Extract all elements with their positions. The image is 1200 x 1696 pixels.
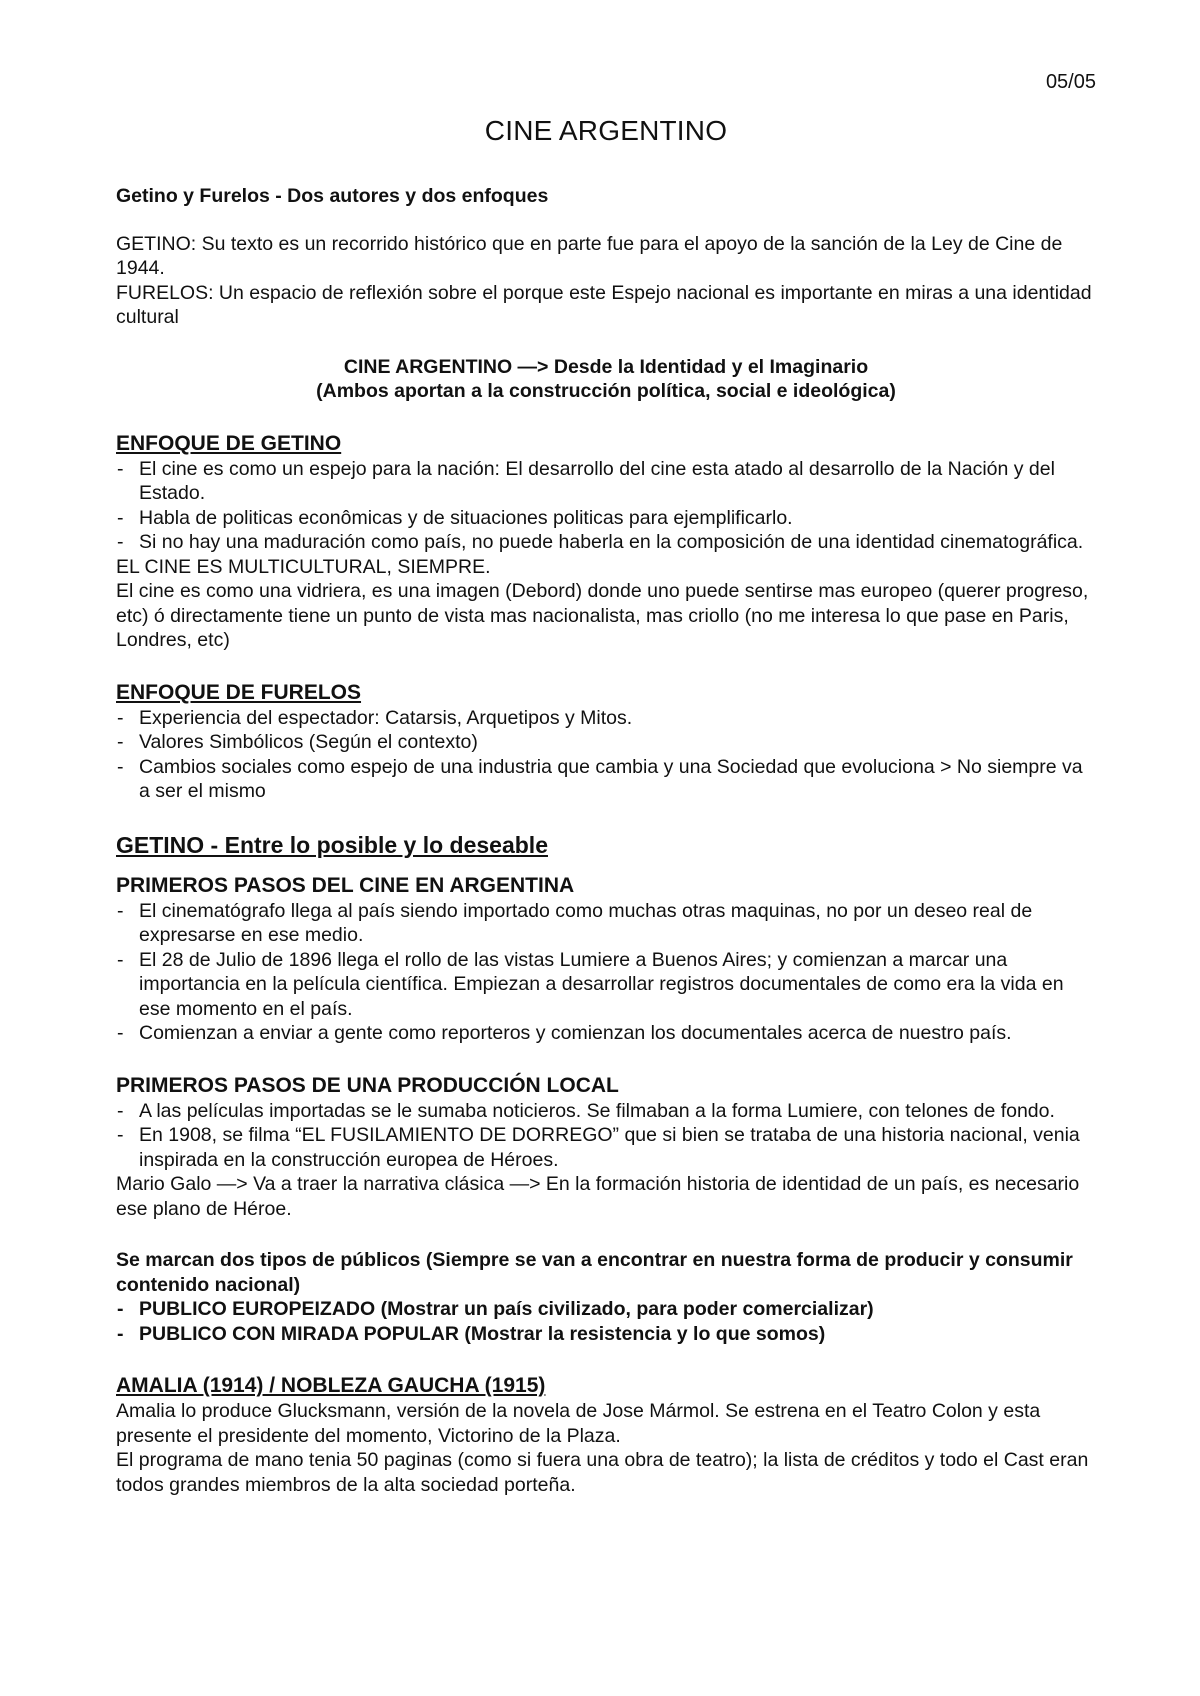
publicos-list [116,1297,1096,1346]
enfoque-getino-list [116,457,1096,555]
section-enfoque-furelos [116,680,1096,804]
section-enfoque-getino [116,431,1096,653]
amalia-paragraph-1: Amalia lo produce Glucksmann, versión de la novela de Jose Mármol. Se estrena en el Teatro Colon y esta presente el presidente del momento, Victorino de la Plaza. [116,1400,1041,1447]
list-item: - Experiencia del espectador: Catarsis, Arquetipos y Mitos. [116,706,1096,731]
section-title-amalia: AMALIA (1914) / NOBLEZA GAUCHA (1915) [116,1374,546,1397]
list-item: - El 28 de Julio de 1896 llega el rollo de las vistas Lumiere a Buenos Aires; y comienzan a marcar una importancia en la película científica. Empiezan a desarrollar registros documentales de como era la vida en ese momento en el país. [116,948,1096,1022]
section-title-enfoque-getino: ENFOQUE DE GETINO [116,431,342,455]
list-item: - El cine es como un espejo para la nación: El desarrollo del cine esta atado al desarrollo de la Nación y del Estado. [116,457,1096,506]
list-item: - PUBLICO EUROPEIZADO (Mostrar un país civilizado, para poder comercializar) [116,1297,1096,1322]
intro-section [116,232,1096,330]
list-item: - Valores Simbólicos (Según el contexto) [116,730,1096,755]
list-item: - Habla de politicas econômicas y de situaciones politicas para ejemplificarlo. [116,506,1096,531]
document-date: 05/05 [1045,71,1096,93]
list-item: - PUBLICO CON MIRADA POPULAR (Mostrar la resistencia y lo que somos) [116,1322,1096,1347]
document-page [116,70,1096,1497]
thesis-block [116,355,1096,404]
section-amalia [116,1373,1096,1497]
section-primeros-pasos-cine [116,873,1096,1046]
list-item: - Si no hay una maduración como país, no puede haberla en la composición de una identidad cinematográfica. [116,530,1096,555]
primeros-pasos-cine-list [116,899,1096,1046]
enfoque-getino-paragraph: El cine es como una vidriera, es una imagen (Debord) donde uno puede sentirse mas europeo (querer progreso, etc) ó directamente tiene un punto de vista mas nacionalista, mas criollo (no me interesa lo que pase en Paris, Londres, etc) [116,580,1089,651]
primeros-pasos-produccion-paragraph: Mario Galo —> Va a traer la narrativa clásica —> En la formación historia de identidad de un país, es necesario ese plano de Héroe. [116,1173,1080,1220]
section-primeros-pasos-produccion [116,1073,1096,1222]
section-title-primeros-pasos-cine: PRIMEROS PASOS DEL CINE EN ARGENTINA [116,873,575,897]
list-item: - El cinematógrafo llega al país siendo importado como muchas otras maquinas, no por un deseo real de expresarse en ese medio. [116,899,1096,948]
section-title-enfoque-furelos: ENFOQUE DE FURELOS [116,680,362,704]
list-item: - Cambios sociales como espejo de una industria que cambia y una Sociedad que evoluciona > No siempre va a ser el mismo [116,755,1096,804]
section-getino-posible [116,831,1096,859]
enfoque-furelos-list [116,706,1096,804]
document-title: CINE ARGENTINO [484,115,728,146]
amalia-paragraph-2: El programa de mano tenia 50 paginas (como si fuera una obra de teatro); la lista de créditos y todo el Cast eran todos grandes miembros de la alta sociedad porteña. [116,1449,1089,1496]
list-item: - Comienzan a enviar a gente como reporteros y comienzan los documentales acerca de nuestro país. [116,1021,1096,1046]
list-item: - A las películas importadas se le sumaba noticieros. Se filmaban a la forma Lumiere, con telones de fondo. [116,1099,1096,1124]
primeros-pasos-produccion-list [116,1099,1096,1173]
publicos-intro: Se marcan dos tipos de públicos (Siempre se van a encontrar en nuestra forma de producir y consumir contenido nacional) [116,1249,1073,1296]
section-publicos [116,1248,1096,1346]
thesis-line-2: (Ambos aportan a la construcción política, social e ideológica) [316,380,896,402]
section-title-primeros-pasos-produccion: PRIMEROS PASOS DE UNA PRODUCCIÓN LOCAL [116,1073,619,1097]
document-subtitle: Getino y Furelos - Dos autores y dos enfoques [116,185,549,207]
thesis-line-1: CINE ARGENTINO —> Desde la Identidad y el Imaginario [343,355,869,378]
intro-getino: GETINO: Su texto es un recorrido histórico que en parte fue para el apoyo de la sanción de la Ley de Cine de 1944. [116,232,1063,279]
enfoque-getino-statement: EL CINE ES MULTICULTURAL, SIEMPRE. [116,555,491,578]
section-title-getino-posible: GETINO - Entre lo posible y lo deseable [116,831,548,858]
list-item: - En 1908, se filma “EL FUSILAMIENTO DE DORREGO” que si bien se trataba de una historia nacional, venia inspirada en la construcción europea de Héroes. [116,1123,1096,1172]
intro-furelos: FURELOS: Un espacio de reflexión sobre el porque este Espejo nacional es importante en miras a una identidad cultural [116,281,1092,328]
